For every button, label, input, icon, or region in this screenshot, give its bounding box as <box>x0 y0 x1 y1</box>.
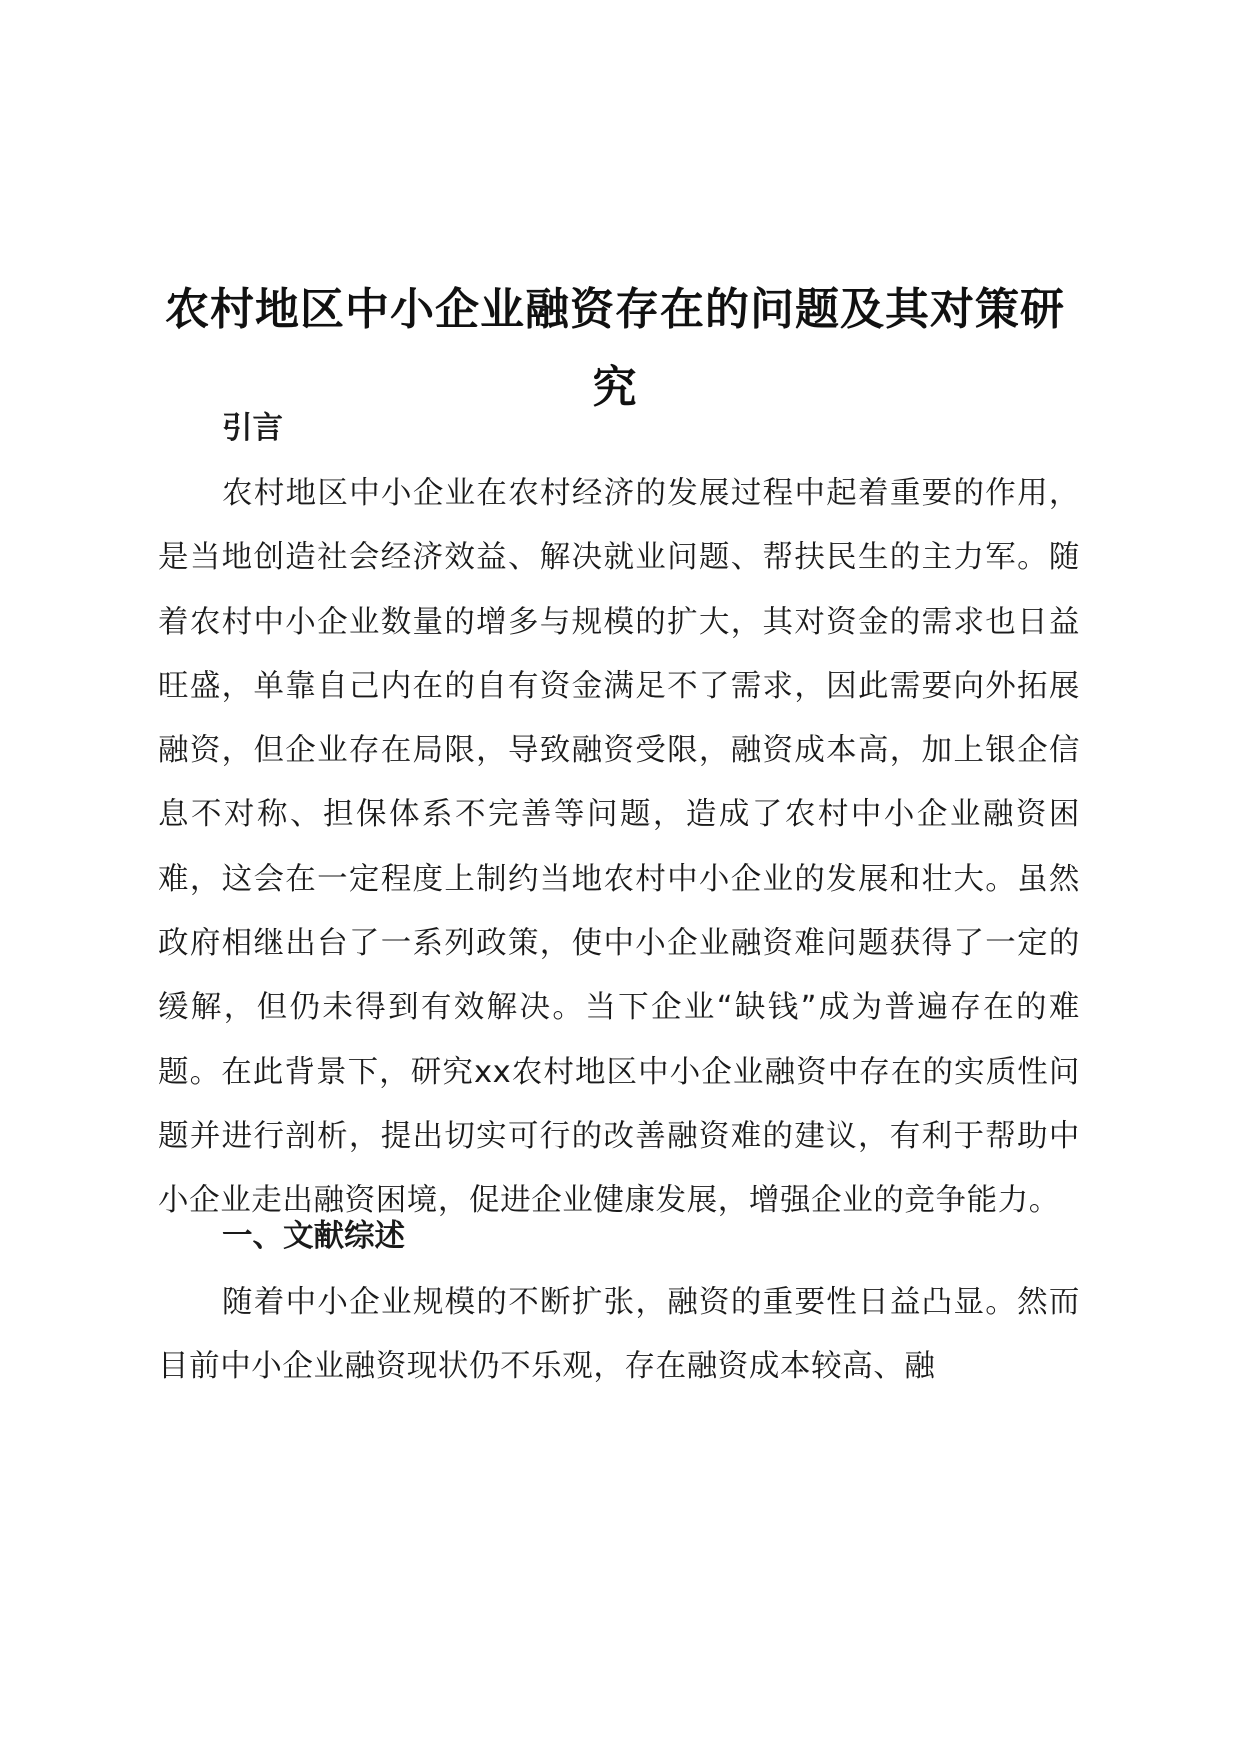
introduction-paragraph: 农村地区中小企业在农村经济的发展过程中起着重要的作用，是当地创造社会经济效益、解决就业问题、帮扶民生的主力军。随着农村中小企业数量的增多与规模的扩大，其对资金的需求也日益旺盛，单靠自己内在的自有资金满足不了需求，因此需要向外拓展融资，但企业存在局限，导致融资受限，融资成本高，加上银企信息不对称、担保体系不完善等问题，造成了农村中小企业融资困难，这会在一定程度上制约当地农村中小企业的发展和壮大。虽然政府相继出台了一系列政策，使中小企业融资难问题获得了一定的缓解，但仍未得到有效解决。当下企业“缺钱”成为普遍存在的难题。在此背景下，研究xx农村地区中小企业融资中存在的实质性问题并进行剖析，提出切实可行的改善融资难的建议，有利于帮助中小企业走出融资困境，促进企业健康发展，增强企业的竞争能力。 <box>158 476 1080 1219</box>
literature-review-paragraph: 随着中小企业规模的不断扩张，融资的重要性日益凸显。然而目前中小企业融资现状仍不乐观，存在融资成本较高、融 <box>158 1285 1080 1385</box>
section-heading-literature-review: 一、文献综述 <box>222 1219 405 1254</box>
section-heading-introduction: 引言 <box>222 411 283 446</box>
document-title: 农村地区中小企业融资存在的问题及其对策研究 <box>165 284 1065 414</box>
